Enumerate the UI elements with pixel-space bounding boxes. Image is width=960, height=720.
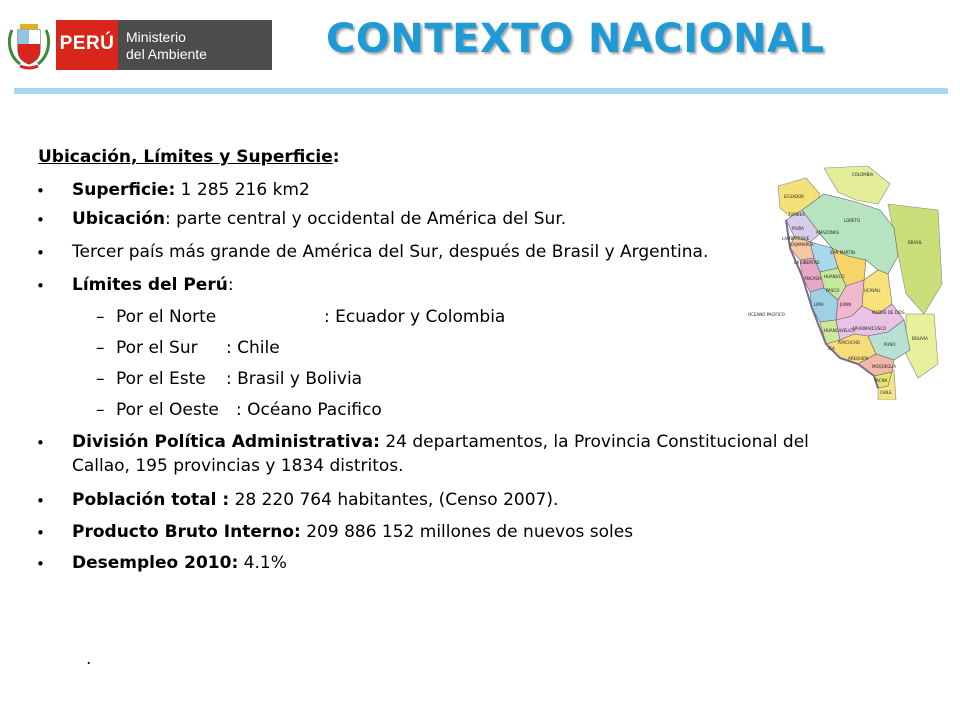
limit-value: : Chile	[226, 338, 280, 358]
svg-text:HUANUCO: HUANUCO	[824, 274, 845, 279]
bullet-icon: •	[36, 277, 45, 295]
svg-text:PASCO: PASCO	[826, 288, 840, 293]
bullet-label: Desempleo 2010:	[72, 553, 239, 573]
section-heading	[38, 146, 340, 168]
bullet-text: :	[227, 275, 234, 295]
trailing-dot: .	[86, 649, 92, 669]
bullet-label: División Política Administrativa:	[72, 432, 380, 452]
section-heading-text: Ubicación, Límites y Superficie	[38, 147, 333, 167]
section-heading-colon: :	[332, 147, 340, 167]
bullet-icon: •	[36, 244, 45, 262]
svg-text:BRASIL: BRASIL	[908, 240, 923, 245]
bullet-text: 24 departamentos, la Provincia Constitucional del	[379, 432, 809, 452]
bullet-text: 4.1%	[238, 553, 287, 573]
logo-peru-block	[56, 20, 118, 70]
bullet-label: Superficie:	[72, 180, 176, 200]
bullet-label: Ubicación	[72, 209, 166, 229]
bullet-label: Población total :	[72, 490, 230, 510]
svg-text:ECUADOR: ECUADOR	[784, 194, 804, 199]
svg-text:ANCASH: ANCASH	[804, 276, 821, 281]
bullet-text: : parte central y occidental de América del Sur.	[165, 209, 567, 229]
bullet-text: 1 285 216 km2	[175, 180, 310, 200]
svg-text:PUNO: PUNO	[884, 342, 896, 347]
svg-text:AYACUCHO: AYACUCHO	[838, 340, 860, 345]
svg-text:CAJAMARCA: CAJAMARCA	[790, 242, 814, 247]
bullet-text: Tercer país más grande de América del Sur, después de Brasil y Argentina.	[72, 242, 709, 262]
svg-text:LA LIBERTAD: LA LIBERTAD	[794, 260, 820, 265]
dash-icon: –	[96, 369, 105, 389]
limit-direction: Por el Norte	[116, 307, 217, 327]
peru-coat-of-arms-icon	[6, 20, 52, 70]
svg-text:LORETO: LORETO	[844, 218, 861, 223]
svg-text:CHILE: CHILE	[880, 390, 892, 395]
limit-value: : Ecuador y Colombia	[324, 307, 506, 327]
bullet-icon: •	[36, 524, 45, 542]
limit-value: : Océano Pacifico	[236, 400, 382, 420]
limit-value: : Brasil y Bolivia	[226, 369, 363, 389]
svg-text:OCEANO PACIFICO: OCEANO PACIFICO	[748, 312, 785, 317]
svg-text:AREQUIPA: AREQUIPA	[848, 356, 869, 361]
bullet-text: 28 220 764 habitantes, (Censo 2007).	[229, 490, 559, 510]
svg-text:LAMBAYEQUE: LAMBAYEQUE	[782, 236, 810, 241]
bullet-icon: •	[36, 211, 45, 229]
svg-text:BOLIVIA: BOLIVIA	[912, 336, 928, 341]
bullet-text-continuation: Callao, 195 provincias y 1834 distritos.	[72, 456, 404, 476]
svg-text:COLOMBIA: COLOMBIA	[852, 172, 874, 177]
svg-text:LIMA: LIMA	[814, 302, 824, 307]
limit-direction: Por el Este	[116, 369, 206, 389]
svg-text:APURIMAC: APURIMAC	[852, 326, 873, 331]
dash-icon: –	[96, 400, 105, 420]
bullet-label: Producto Bruto Interno:	[72, 522, 301, 542]
svg-text:SAN MARTIN: SAN MARTIN	[830, 250, 855, 255]
logo-ministry-line2: del Ambiente	[126, 46, 207, 62]
peru-map	[728, 164, 946, 400]
bullet-icon: •	[36, 492, 45, 510]
title-divider	[14, 88, 948, 94]
bullet-text: 209 886 152 millones de nuevos soles	[300, 522, 634, 542]
svg-text:MOQUEGUA: MOQUEGUA	[872, 364, 896, 369]
logo-ministry-block	[118, 20, 272, 70]
logo-country-text: PERÚ	[59, 33, 115, 54]
bullet-icon: •	[36, 434, 45, 452]
svg-text:AMAZONAS: AMAZONAS	[816, 230, 840, 235]
svg-text:CUSCO: CUSCO	[872, 326, 887, 331]
bullet-icon: •	[36, 182, 45, 200]
bullet-icon: •	[36, 555, 45, 573]
limit-direction: Por el Oeste	[116, 400, 219, 420]
svg-text:ICA: ICA	[828, 346, 835, 351]
svg-text:HUANCAVELICA: HUANCAVELICA	[824, 328, 856, 333]
bullet-label: Límites del Perú	[72, 275, 228, 295]
svg-text:TACNA: TACNA	[874, 378, 888, 383]
limit-direction: Por el Sur	[116, 338, 198, 358]
svg-text:UCAYALI: UCAYALI	[864, 288, 881, 293]
svg-text:PIURA: PIURA	[792, 226, 804, 231]
svg-text:MADRE DE DIOS: MADRE DE DIOS	[872, 310, 905, 315]
dash-icon: –	[96, 338, 105, 358]
dash-icon: –	[96, 307, 105, 327]
ministry-logo	[6, 18, 272, 72]
logo-ministry-line1: Ministerio	[126, 29, 186, 45]
svg-text:JUNIN: JUNIN	[840, 302, 852, 307]
svg-text:TUMBES: TUMBES	[788, 212, 805, 217]
slide-title: CONTEXTO NACIONAL	[326, 16, 825, 62]
